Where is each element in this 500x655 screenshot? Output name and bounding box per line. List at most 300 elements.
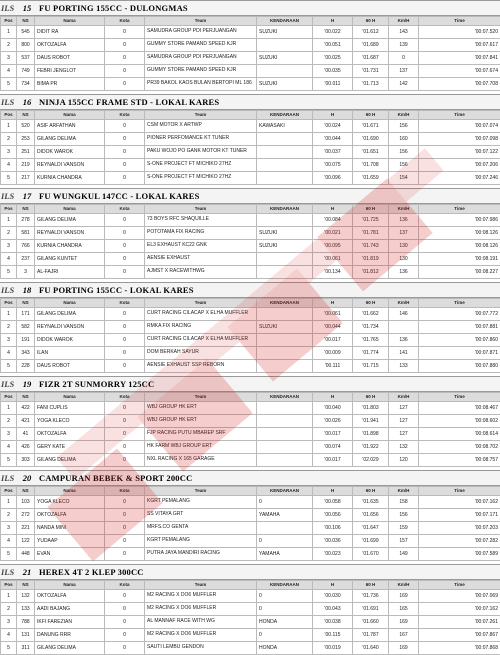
finish-time-cell: '00:08.126	[419, 240, 500, 253]
table-row	[1, 39, 500, 52]
city-cell: 0	[105, 535, 145, 548]
team-cell: GUMMY STORE PAMAND SPEED KJR	[145, 65, 257, 78]
column-header-city: Kota	[105, 17, 145, 26]
finish-time-cell: '00:07.171	[419, 509, 500, 522]
column-header-speed: Km/H	[389, 393, 419, 402]
pos-cell: 3	[1, 334, 17, 347]
speed-cell: 132	[389, 441, 419, 454]
table-row	[1, 428, 500, 441]
class-section	[0, 564, 500, 655]
name-cell: YUDAAP	[35, 535, 105, 548]
table-row	[1, 78, 500, 91]
name-cell: FEBRI JENGLOT	[35, 65, 105, 78]
speed-cell: 156	[389, 159, 419, 172]
reaction-time-cell: '00.017	[313, 428, 353, 441]
speed-cell: 143	[389, 26, 419, 39]
sixty-time-cell: '01.662	[353, 308, 389, 321]
reaction-time-cell: '00.017	[313, 454, 353, 467]
finish-time-cell: '00:07.708	[419, 78, 500, 91]
column-header-ns: NS	[17, 111, 35, 120]
ns-cell: 426	[17, 441, 35, 454]
column-header-speed: Km/H	[389, 111, 419, 120]
ns-cell: 520	[17, 120, 35, 133]
column-header-sixty-time: 60 H	[353, 205, 389, 214]
finish-time-cell: '00:07.674	[419, 65, 500, 78]
team-cell: KGRT PEMALANG	[145, 496, 257, 509]
ns-cell: 734	[17, 78, 35, 91]
column-header-pos: Pos	[1, 581, 17, 590]
vehicle-cell: YAMAHA	[257, 509, 313, 522]
city-cell: 0	[105, 120, 145, 133]
reaction-time-cell: '00.106	[313, 522, 353, 535]
ns-cell: 122	[17, 535, 35, 548]
team-cell: PR39 BAKOL KAOS BULAN BERTOPI ML 186	[145, 78, 257, 91]
pos-cell: 3	[1, 52, 17, 65]
team-cell: CSM MOTOR X ARTWP	[145, 120, 257, 133]
class-prefix: ILS	[0, 191, 15, 201]
team-cell: FJP RACING PUTU MBAREP SRF	[145, 428, 257, 441]
team-cell: AL MANNAF RACE WITH WG	[145, 616, 257, 629]
reaction-time-cell: '00.074	[313, 441, 353, 454]
vehicle-cell: YAMAHA	[257, 548, 313, 561]
finish-time-cell: '00:07.246	[419, 172, 500, 185]
finish-time-cell: '00:07.074	[419, 120, 500, 133]
reaction-time-cell: '00.084	[313, 214, 353, 227]
pos-cell: 3	[1, 616, 17, 629]
column-header-vehicle: KENDARAAN	[257, 299, 313, 308]
pos-cell: 5	[1, 172, 17, 185]
results-table	[0, 392, 500, 467]
speed-cell: 158	[389, 496, 419, 509]
team-cell: AENSIE EXHAUST SSP REBORN	[145, 360, 257, 373]
vehicle-cell: 0	[257, 590, 313, 603]
vehicle-cell: HONDA	[257, 616, 313, 629]
ns-cell: 132	[17, 590, 35, 603]
name-cell: ASIF ARFATHAN	[35, 120, 105, 133]
finish-time-cell: '00:07.841	[419, 52, 500, 65]
sixty-time-cell: '01.708	[353, 159, 389, 172]
ns-cell: 448	[17, 548, 35, 561]
table-row	[1, 616, 500, 629]
finish-time-cell: '00:07.880	[419, 360, 500, 373]
name-cell: YOGA KLECO	[35, 496, 105, 509]
class-title: FIZR 2T SUNMORRY 125CC	[39, 379, 154, 389]
pos-cell: 4	[1, 159, 17, 172]
column-header-vehicle: KENDARAAN	[257, 17, 313, 26]
reaction-time-cell: '00.022	[313, 26, 353, 39]
reaction-time-cell: '00.019	[313, 642, 353, 655]
name-cell: OKTOZALFA	[35, 428, 105, 441]
sixty-time-cell: '01.736	[353, 590, 389, 603]
reaction-time-cell: '00.043	[313, 603, 353, 616]
pos-cell: 5	[1, 266, 17, 279]
city-cell: 0	[105, 347, 145, 360]
city-cell: 0	[105, 616, 145, 629]
class-number: 19	[15, 379, 39, 389]
finish-time-cell: '00:07.098	[419, 133, 500, 146]
pos-cell: 5	[1, 642, 17, 655]
sixty-time-cell: '01.803	[353, 402, 389, 415]
speed-cell: 137	[389, 65, 419, 78]
ns-cell: 545	[17, 26, 35, 39]
pos-cell: 2	[1, 415, 17, 428]
ns-cell: 422	[17, 402, 35, 415]
table-row	[1, 642, 500, 655]
column-header-reaction-time: H	[313, 393, 353, 402]
pos-cell: 5	[1, 454, 17, 467]
table-row	[1, 415, 500, 428]
class-title: HEREX 4T 2 KLEP 300CC	[39, 567, 144, 577]
speed-cell: 120	[389, 454, 419, 467]
sixty-time-cell: '01.781	[353, 227, 389, 240]
city-cell: 0	[105, 441, 145, 454]
speed-cell: 156	[389, 509, 419, 522]
speed-cell: 136	[389, 334, 419, 347]
reaction-time-cell: '00.009	[313, 347, 353, 360]
city-cell: 0	[105, 159, 145, 172]
city-cell: 0	[105, 253, 145, 266]
sixty-time-cell: '01.725	[353, 214, 389, 227]
vehicle-cell	[257, 415, 313, 428]
name-cell: REYNALDI VANSON	[35, 321, 105, 334]
table-row	[1, 159, 500, 172]
finish-time-cell: '00:08.191	[419, 253, 500, 266]
pos-cell: 3	[1, 428, 17, 441]
table-row	[1, 321, 500, 334]
reaction-time-cell: '00.030	[313, 590, 353, 603]
table-row	[1, 65, 500, 78]
class-number: 17	[15, 191, 39, 201]
name-cell: FANI CUPLIS	[35, 402, 105, 415]
reaction-time-cell: '00.035	[313, 65, 353, 78]
finish-time-cell: '00:07.069	[419, 590, 500, 603]
city-cell: 0	[105, 402, 145, 415]
finish-time-cell: '00:08.614	[419, 428, 500, 441]
column-header-pos: Pos	[1, 111, 17, 120]
vehicle-cell	[257, 454, 313, 467]
speed-cell: 127	[389, 415, 419, 428]
vehicle-cell: SUZUKI	[257, 240, 313, 253]
team-cell: NXL RACING X 165 GARAGE	[145, 454, 257, 467]
finish-time-cell: '00:07.282	[419, 535, 500, 548]
city-cell: 0	[105, 39, 145, 52]
column-header-ns: NS	[17, 487, 35, 496]
vehicle-cell: 0	[257, 496, 313, 509]
column-header-speed: Km/H	[389, 17, 419, 26]
speed-cell: 137	[389, 227, 419, 240]
team-cell: POTOTAMA FIX RACING	[145, 227, 257, 240]
class-title: CAMPURAN BEBEK & SPORT 200CC	[39, 473, 192, 483]
sixty-time-cell: '01.635	[353, 496, 389, 509]
class-prefix: ILS	[0, 97, 15, 107]
name-cell: DIDOK WAROK	[35, 334, 105, 347]
pos-cell: 3	[1, 522, 17, 535]
sixty-time-cell: '01.941	[353, 415, 389, 428]
city-cell: 0	[105, 360, 145, 373]
finish-time-cell: '00:08.757	[419, 454, 500, 467]
ns-cell: 228	[17, 360, 35, 373]
column-header-pos: Pos	[1, 487, 17, 496]
team-cell: S-ONE PROJECT FT MICHIKO 27HZ	[145, 159, 257, 172]
reaction-time-cell: '00.037	[313, 146, 353, 159]
pos-cell: 4	[1, 253, 17, 266]
column-header-team: Team	[145, 111, 257, 120]
pos-cell: 4	[1, 347, 17, 360]
speed-cell: 133	[389, 360, 419, 373]
table-row	[1, 496, 500, 509]
name-cell: ILAN	[35, 347, 105, 360]
class-section	[0, 0, 500, 91]
name-cell: DANUNG RRR	[35, 629, 105, 642]
column-header-sixty-time: 60 H	[353, 17, 389, 26]
table-header-row	[1, 581, 500, 590]
name-cell: OKTOZALFA	[35, 509, 105, 522]
finish-time-cell: '00:08.126	[419, 227, 500, 240]
city-cell: 0	[105, 603, 145, 616]
team-cell: WBJ GROUP HK ERT	[145, 415, 257, 428]
column-header-finish-time: Time	[419, 487, 500, 496]
table-row	[1, 522, 500, 535]
class-number: 15	[15, 3, 39, 13]
speed-cell: 167	[389, 629, 419, 642]
class-header	[0, 94, 500, 110]
team-cell: PUTRA JAYA MANDIRI RACING	[145, 548, 257, 561]
column-header-name: Nama	[35, 17, 105, 26]
column-header-team: Team	[145, 581, 257, 590]
team-cell: S-ONE PROJECT FT MICHIKO 27HZ	[145, 172, 257, 185]
column-header-ns: NS	[17, 393, 35, 402]
column-header-city: Kota	[105, 393, 145, 402]
name-cell: YOGA KLECO	[35, 415, 105, 428]
column-header-ns: NS	[17, 205, 35, 214]
class-title: FU PORTING 155CC - DULONGMAS	[39, 3, 188, 13]
pos-cell: 1	[1, 402, 17, 415]
city-cell: 0	[105, 522, 145, 535]
pos-cell: 2	[1, 39, 17, 52]
team-cell: PIONER PERFOMANCE KT TUNER	[145, 133, 257, 146]
team-cell: SS VITAYA GRT	[145, 509, 257, 522]
team-cell: RMKA FIX RACING	[145, 321, 257, 334]
pos-cell: 1	[1, 590, 17, 603]
name-cell: BIMA PR	[35, 78, 105, 91]
class-prefix: ILS	[0, 379, 15, 389]
ns-cell: 272	[17, 509, 35, 522]
finish-time-cell: '00:07.617	[419, 39, 500, 52]
reaction-time-cell: '00.051	[313, 39, 353, 52]
class-number: 16	[15, 97, 39, 107]
reaction-time-cell: '00.038	[313, 616, 353, 629]
pos-cell: 1	[1, 496, 17, 509]
results-table	[0, 486, 500, 561]
finish-time-cell: '00:07.589	[419, 548, 500, 561]
name-cell: GILANG DELIMA	[35, 214, 105, 227]
name-cell: GILANG DELIMA	[35, 454, 105, 467]
class-section	[0, 188, 500, 279]
table-row	[1, 253, 500, 266]
speed-cell	[389, 321, 419, 334]
reaction-time-cell: '00.061	[313, 308, 353, 321]
name-cell: KURNIA CHANDRA	[35, 172, 105, 185]
speed-cell: 149	[389, 548, 419, 561]
vehicle-cell: 0	[257, 603, 313, 616]
speed-cell: 156	[389, 146, 419, 159]
pos-cell: 3	[1, 240, 17, 253]
pos-cell: 1	[1, 26, 17, 39]
city-cell: 0	[105, 548, 145, 561]
reaction-time-cell: '00.026	[313, 415, 353, 428]
column-header-name: Nama	[35, 581, 105, 590]
column-header-reaction-time: H	[313, 205, 353, 214]
pos-cell: 4	[1, 441, 17, 454]
finish-time-cell: '00:07.122	[419, 146, 500, 159]
city-cell: 0	[105, 133, 145, 146]
speed-cell: 156	[389, 120, 419, 133]
vehicle-cell	[257, 146, 313, 159]
column-header-speed: Km/H	[389, 581, 419, 590]
team-cell: CURT RACING CILACAP X ELHA MUFFLER	[145, 334, 257, 347]
column-header-city: Kota	[105, 487, 145, 496]
table-row	[1, 629, 500, 642]
ns-cell: 766	[17, 240, 35, 253]
city-cell: 0	[105, 590, 145, 603]
class-prefix: ILS	[0, 567, 15, 577]
ns-cell: 749	[17, 65, 35, 78]
name-cell: GILANG KUNTET	[35, 253, 105, 266]
column-header-finish-time: Time	[419, 393, 500, 402]
speed-cell: 136	[389, 266, 419, 279]
city-cell: 0	[105, 496, 145, 509]
sixty-time-cell: '01.690	[353, 133, 389, 146]
pos-cell: 2	[1, 133, 17, 146]
column-header-vehicle: KENDARAAN	[257, 111, 313, 120]
name-cell: DAUS ROBOT	[35, 52, 105, 65]
reaction-time-cell: '00.021	[313, 227, 353, 240]
vehicle-cell	[257, 133, 313, 146]
speed-cell: 169	[389, 642, 419, 655]
reaction-time-cell: '00.044	[313, 133, 353, 146]
sixty-time-cell: '02.029	[353, 454, 389, 467]
vehicle-cell	[257, 360, 313, 373]
column-header-pos: Pos	[1, 205, 17, 214]
sixty-time-cell: '01.656	[353, 509, 389, 522]
table-row	[1, 402, 500, 415]
speed-cell: 139	[389, 39, 419, 52]
class-prefix: ILS	[0, 285, 15, 295]
city-cell: 0	[105, 65, 145, 78]
finish-time-cell: '00:07.520	[419, 26, 500, 39]
sixty-time-cell: '01.819	[353, 253, 389, 266]
ns-cell: 251	[17, 146, 35, 159]
sixty-time-cell: '01.689	[353, 39, 389, 52]
ns-cell: 237	[17, 253, 35, 266]
city-cell: 0	[105, 454, 145, 467]
pos-cell: 4	[1, 629, 17, 642]
table-row	[1, 214, 500, 227]
finish-time-cell: '00:08.702	[419, 441, 500, 454]
class-section	[0, 376, 500, 467]
class-title: NINJA 155CC FRAME STD - LOKAL KARES	[39, 97, 219, 107]
pos-cell: 2	[1, 509, 17, 522]
name-cell: AL-FAJRI	[35, 266, 105, 279]
speed-cell: 159	[389, 522, 419, 535]
reaction-time-cell: '00.134	[313, 266, 353, 279]
results-table	[0, 204, 500, 279]
vehicle-cell	[257, 308, 313, 321]
city-cell: 0	[105, 52, 145, 65]
finish-time-cell: '00:07.871	[419, 347, 500, 360]
column-header-reaction-time: H	[313, 111, 353, 120]
pos-cell: 5	[1, 548, 17, 561]
pos-cell: 5	[1, 78, 17, 91]
column-header-team: Team	[145, 393, 257, 402]
pos-cell: 3	[1, 146, 17, 159]
column-header-sixty-time: 60 H	[353, 111, 389, 120]
name-cell: OKTOZALFA	[35, 590, 105, 603]
column-header-vehicle: KENDARAAN	[257, 581, 313, 590]
table-row	[1, 548, 500, 561]
name-cell: NANDA MINI	[35, 522, 105, 535]
class-section	[0, 470, 500, 561]
ns-cell: 800	[17, 39, 35, 52]
class-header	[0, 0, 500, 16]
class-prefix: ILS	[0, 473, 15, 483]
name-cell: EVAN	[35, 548, 105, 561]
reaction-time-cell: '00.025	[313, 52, 353, 65]
column-header-speed: Km/H	[389, 299, 419, 308]
vehicle-cell: 0	[257, 535, 313, 548]
pos-cell: 4	[1, 535, 17, 548]
finish-time-cell: '00:07.261	[419, 616, 500, 629]
table-row	[1, 334, 500, 347]
finish-time-cell: '00:08.227	[419, 266, 500, 279]
reaction-time-cell: '00.111	[313, 360, 353, 373]
reaction-time-cell: '00.096	[313, 172, 353, 185]
speed-cell: 141	[389, 347, 419, 360]
table-row	[1, 509, 500, 522]
name-cell: DAUS ROBOT	[35, 360, 105, 373]
column-header-vehicle: KENDARAAN	[257, 393, 313, 402]
ns-cell: 221	[17, 522, 35, 535]
column-header-vehicle: KENDARAAN	[257, 205, 313, 214]
column-header-speed: Km/H	[389, 487, 419, 496]
sixty-time-cell: '01.765	[353, 334, 389, 347]
column-header-sixty-time: 60 H	[353, 581, 389, 590]
column-header-reaction-time: H	[313, 299, 353, 308]
class-title: FU PORTING 155CC - LOKAL KARES	[39, 285, 194, 295]
finish-time-cell: '00:07.162	[419, 496, 500, 509]
sixty-time-cell: '01.734	[353, 321, 389, 334]
table-row	[1, 347, 500, 360]
column-header-city: Kota	[105, 299, 145, 308]
table-header-row	[1, 299, 500, 308]
finish-time-cell: '00:07.203	[419, 522, 500, 535]
class-section	[0, 94, 500, 185]
class-number: 21	[15, 567, 39, 577]
vehicle-cell	[257, 65, 313, 78]
vehicle-cell	[257, 347, 313, 360]
team-cell: AENSIE EXHAUST	[145, 253, 257, 266]
vehicle-cell: SUZUKI	[257, 52, 313, 65]
speed-cell: 127	[389, 402, 419, 415]
name-cell: DIDOK WAROK	[35, 146, 105, 159]
column-header-sixty-time: 60 H	[353, 393, 389, 402]
sixty-time-cell: '01.651	[353, 146, 389, 159]
vehicle-cell: SUZUKI	[257, 78, 313, 91]
pos-cell: 1	[1, 308, 17, 321]
ns-cell: 3	[17, 266, 35, 279]
city-cell: 0	[105, 26, 145, 39]
pos-cell: 4	[1, 65, 17, 78]
